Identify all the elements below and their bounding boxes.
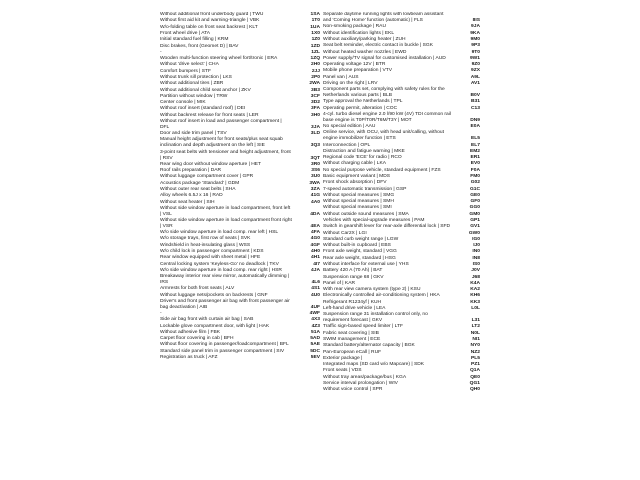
equipment-description: Acoustics package 'Standard' | GDM: [160, 180, 240, 186]
equipment-code: 3ZA: [310, 186, 320, 192]
equipment-description: Standard battery/alternator capacity | BGK: [323, 343, 415, 349]
equipment-code: DN9: [470, 117, 480, 123]
equipment-row: [160, 137, 321, 149]
equipment-code: QG1: [469, 380, 480, 386]
equipment-code: 1T0: [311, 18, 320, 24]
equipment-code: GM0: [469, 211, 480, 217]
equipment-description: Service interval prolongation | WIV: [323, 380, 398, 386]
equipment-code: 4H0: [311, 249, 320, 254]
equipment-description: Left-hand drive vehicle | LEA: [323, 305, 386, 311]
equipment-description: Disc brakes, front (Geomet D) | BAV: [160, 43, 239, 49]
equipment-description: Central locking system 'Keyless-Go' no deadlock | TKV: [160, 261, 279, 267]
equipment-code: J68: [471, 274, 480, 280]
equipment-description: Front wheel drive | ATA: [160, 31, 211, 37]
equipment-description: Separate daytime running lights with lowbeam assistant and 'Coming Home' function (automatic) | FLS: [323, 12, 444, 24]
equipment-code: NI1: [472, 336, 480, 342]
equipment-code: GE0: [470, 192, 480, 198]
equipment-code: 4JA: [311, 267, 320, 273]
equipment-code: IS0: [472, 261, 480, 267]
equipment-description: Without interface for external use | YHS: [323, 261, 409, 267]
equipment-code: 3QT: [310, 155, 320, 161]
equipment-description: Non-smoking package | RAU: [323, 24, 386, 30]
equipment-description: Refrigerant R1234yf | KUH: [323, 299, 382, 305]
equipment-code: 4H1: [311, 255, 320, 261]
equipment-description: 3-point seat belts with tensioner and height adjustment, front | RSV: [160, 149, 291, 161]
equipment-row: [160, 119, 321, 131]
equipment-description: Without outside sound measures | SMA: [323, 211, 409, 217]
equipment-code: 9T0: [471, 49, 480, 55]
equipment-code: 3Q3: [310, 143, 320, 149]
equipment-code: 3S6: [311, 168, 320, 174]
equipment-code: KH6: [470, 293, 480, 299]
equipment-row: [160, 274, 321, 286]
equipment-description: Without side window aperture in load compartment, front left | VSL: [160, 205, 291, 217]
equipment-description: Type approval the Netherlands | TPL: [323, 99, 403, 105]
equipment-code: 1ZQ: [310, 56, 320, 62]
equipment-code: 4S1: [311, 286, 320, 292]
equipment-description: Roof rails preparation | DAR: [160, 168, 222, 174]
equipment-code: KK3: [470, 299, 480, 305]
equipment-row: [321, 87, 482, 99]
equipment-description: Without roof insert (standard roof) | DEI: [160, 106, 246, 112]
equipment-description: Windshield in heat-insulating glass | WSS: [160, 242, 251, 248]
equipment-description: Registration as truck | AFZ: [160, 355, 218, 361]
equipment-description: Driving on the right | LRV: [323, 80, 378, 86]
equipment-description: Initial standard fuel filling | KRM: [160, 37, 229, 43]
equipment-code: 4UF: [310, 304, 320, 310]
equipment-code: 2H0: [311, 62, 320, 68]
equipment-code: EL5: [471, 136, 480, 142]
equipment-code: J0V: [471, 268, 480, 274]
equipment-description: Component parts set, complying with safety rules for the Netherlands various parts | BLB: [323, 87, 445, 99]
equipment-code: 1SA: [310, 12, 320, 18]
equipment-description: Distraction and fatigue warning | MKE: [323, 148, 405, 154]
equipment-description: Without seat heater | SIH: [160, 199, 215, 205]
equipment-code: 4I7: [313, 261, 320, 267]
equipment-code: B31: [471, 99, 480, 105]
equipment-description: W/o side window aperture in load comp. rear left | HSL: [160, 230, 279, 236]
equipment-code: ER1: [470, 155, 480, 161]
equipment-code: 8IS: [472, 18, 480, 24]
equipment-code: PL5: [471, 355, 480, 361]
equipment-code: A9L: [470, 74, 480, 80]
equipment-description: Without roof insert in load and passenger compartment | DFL: [160, 118, 282, 130]
equipment-code: 1UA: [310, 24, 320, 30]
equipment-description: Without auxiliary/parking heater | ZUH: [323, 36, 406, 42]
equipment-code: 4DA: [310, 211, 320, 217]
equipment-code: IN8: [472, 255, 480, 261]
equipment-description: -: [160, 49, 162, 55]
equipment-description: -: [160, 311, 162, 317]
equipment-description: Front axle weight, standard | VGG: [323, 249, 397, 255]
equipment-description: Switch in gearshift lever for rear-axle differential lock | SFD: [323, 224, 451, 230]
equipment-row: [321, 130, 482, 142]
equipment-code: 2WA: [309, 81, 320, 87]
equipment-description: Panel van | AUS: [323, 74, 359, 80]
equipment-description: Suspension range 68 | GKV: [323, 274, 384, 280]
equipment-code: 4EA: [310, 223, 320, 229]
equipment-description: Without Car2X | LGI: [323, 230, 367, 236]
equipment-description: Operating voltage 12V | BTR: [323, 62, 386, 68]
equipment-code: 4L6: [311, 280, 320, 286]
equipment-description: Without voice control | SPR: [323, 387, 383, 393]
equipment-description: Alloy wheels 6.5J x 16 | RAD: [160, 193, 223, 199]
equipment-description: Without heated washer nozzles | EWD: [323, 49, 407, 55]
equipment-description: Standard side panel trim in passenger compartment | SIV: [160, 348, 285, 354]
equipment-row: [160, 206, 321, 218]
equipment-code: 1Z0: [311, 37, 320, 43]
equipment-description: Driver's and front passenger air bag with front passenger air bag deactivation | AIB: [160, 298, 290, 310]
equipment-description: Without side window aperture in load compartment front right | VSR: [160, 217, 292, 229]
equipment-description: Exterior package |: [323, 355, 363, 361]
equipment-code: 1ZD: [310, 43, 320, 49]
equipment-description: Manual height adjustment for front seats/plus seat squab inclination and depth adjustment on the left | SIE: [160, 137, 283, 149]
equipment-description: Power supply/TV signal for customised installation | AUD: [323, 55, 446, 61]
equipment-code: LT2: [471, 324, 480, 330]
equipment-description: Interconnection | OPL: [323, 142, 371, 148]
equipment-code: QH0: [469, 387, 480, 393]
equipment-description: W/o child lock in passenger compartment | KDS: [160, 249, 264, 254]
equipment-description: Rear axle weight, standard | HSG: [323, 255, 396, 261]
equipment-code: QE0: [470, 374, 480, 380]
equipment-code: GV1: [470, 224, 480, 230]
equipment-code: AV1: [470, 80, 480, 86]
equipment-code: E0A: [470, 124, 480, 130]
equipment-code: 4X3: [311, 317, 320, 323]
equipment-description: Front seats | VDS: [323, 368, 362, 374]
equipment-code: GW0: [468, 230, 480, 236]
equipment-description: Regional code 'ECE' for radio | RCO: [323, 155, 402, 161]
equipment-row: [160, 149, 321, 161]
equipment-description: Without trunk sill protection | LKS: [160, 75, 232, 80]
equipment-description: Without first aid kit and warning-triangle | VBK: [160, 18, 260, 24]
equipment-description: With rear view camera system (type 2) | KSU: [323, 287, 421, 293]
equipment-row: [160, 218, 321, 230]
equipment-description: Without additional front underbody guard | TWU: [160, 12, 264, 18]
equipment-code: 2P0: [311, 75, 320, 80]
equipment-row: [321, 112, 482, 124]
equipment-code: GG0: [469, 205, 480, 211]
equipment-code: L0L: [471, 305, 480, 311]
equipment-description: Lockable glove compartment door, with light | HAK: [160, 323, 270, 329]
equipment-code: 9KA: [470, 30, 480, 36]
equipment-code: 1ZL: [311, 49, 320, 55]
equipment-code: 5EV: [310, 355, 320, 361]
equipment-code: L31: [471, 318, 480, 324]
equipment-row: [160, 355, 321, 361]
equipment-code: IN0: [472, 249, 480, 255]
equipment-description: Without built-in cupboard | EBS: [323, 243, 391, 249]
equipment-code: 3CF: [310, 93, 320, 99]
equipment-code: 3R0: [311, 161, 320, 167]
equipment-code: EV0: [470, 161, 480, 167]
equipment-description: Rear window equipped with sheet metal | HFE: [160, 255, 261, 261]
equipment-code: 4GF: [310, 242, 320, 248]
equipment-code: GP1: [470, 217, 480, 223]
equipment-code: 9JA: [471, 24, 480, 30]
equipment-code: GF0: [470, 199, 480, 205]
equipment-row: [160, 299, 321, 311]
equipment-code: 9W1: [469, 55, 480, 61]
equipment-code: 2JJ: [311, 68, 320, 74]
equipment-code: B0V: [470, 93, 480, 99]
equipment-description: Mobile phone preparation | VTV: [323, 68, 392, 74]
equipment-description: Front shock absorption | DFV: [323, 180, 387, 186]
equipment-code: K4A: [470, 280, 480, 286]
equipment-description: Vehicles with special-upgrade measures | PAM: [323, 217, 425, 223]
equipment-code: IG0: [472, 236, 480, 242]
equipment-description: Pan-European eCall | RUF: [323, 349, 382, 355]
equipment-description: Fabric seat covering | SIB: [323, 330, 379, 336]
equipment-code: 3FA: [311, 106, 320, 112]
equipment-description: Without charging cable | LKA: [323, 161, 386, 167]
equipment-description: Comfort bumpers | STF: [160, 68, 212, 74]
equipment-code: 1X0: [311, 31, 320, 37]
equipment-description: Without adhesive film | FBK: [160, 329, 220, 335]
equipment-description: Center console | MIK: [160, 100, 206, 106]
equipment-code: 3U0: [311, 174, 320, 180]
equipment-description: Standard curb weight range | LGW: [323, 236, 399, 242]
equipment-description: Without luggage compartment cover | GPR: [160, 174, 254, 180]
equipment-description: W/o side window aperture in load comp. rear right | HSR: [160, 267, 282, 273]
equipment-description: Operating permit, alteration | COC: [323, 105, 398, 111]
equipment-description: Without special measures | SMH: [323, 199, 394, 205]
equipment-code: 41G: [310, 193, 320, 199]
equipment-code: KA2: [470, 287, 480, 293]
equipment-description: Integrated maps (SD card w/o Mapcare) | SDK: [323, 362, 425, 368]
equipment-code: FM0: [470, 174, 480, 179]
equipment-code: 3B3: [311, 87, 320, 93]
equipment-description: Without additional tires | ZBR: [160, 81, 224, 87]
equipment-description: Online service, with OCU, with head unit/calling, without engine immobilizer function | ETS: [323, 130, 444, 142]
equipment-code: EL7: [471, 142, 480, 148]
equipment-code: 5AE: [310, 342, 320, 348]
equipment-description: Wooden multi-function steering wheel fort/tronic | ERA: [160, 56, 278, 62]
equipment-description: Armrests for both front seats | ALV: [160, 286, 235, 292]
equipment-code: 4A0: [311, 199, 320, 205]
equipment-code: 3D2: [311, 100, 320, 106]
equipment-description: Without 'drive select' | CHA: [160, 62, 219, 68]
equipment-description: Suspension range 31 installation control only, no requirement forecast | GKV: [323, 312, 428, 324]
equipment-description: Traffic sign-based speed limiter | LTF: [323, 324, 404, 330]
equipment-description: Carpet floor covering in cab | BFH: [160, 336, 234, 342]
equipment-code: 9M0: [470, 36, 480, 42]
equipment-code: 9Z0: [471, 62, 480, 68]
equipment-description: Basic equipment variant | MDS: [323, 174, 391, 179]
equipment-description: Door and side trim panel | TSV: [160, 131, 227, 137]
equipment-row: [321, 312, 482, 324]
left-column: [160, 12, 321, 478]
equipment-code: NY0: [470, 343, 480, 349]
equipment-code: 3JA: [311, 124, 320, 130]
equipment-description: 4-cyl. turbo diesel engine 2.0 l/90 kW (4V) TDI common rail base engine is T0P/T0R/T6M/T3Y | MOT: [323, 111, 451, 123]
equipment-description: Seat belt reminder, electric contact in buckle | SGK: [323, 43, 434, 49]
equipment-description: Side air bag front with curtain air bag | SAB: [160, 317, 254, 323]
equipment-code: 3LD: [310, 131, 320, 137]
equipment-code: 9ZX: [471, 68, 480, 74]
right-column: [321, 12, 482, 478]
equipment-row: [321, 12, 482, 24]
equipment-code: Q1A: [469, 368, 480, 374]
equipment-code: 4U0: [311, 292, 320, 298]
equipment-description: Without special measures | SMI: [323, 205, 392, 211]
equipment-description: Rear wing door without window aperture | HET: [160, 161, 262, 167]
equipment-code: 9P3: [471, 43, 480, 49]
equipment-description: Without outer rear seat belts | SHA: [160, 186, 236, 192]
equipment-code: 4Z3: [311, 323, 320, 329]
equipment-code: N0L: [470, 330, 480, 336]
equipment-code: C13: [471, 105, 480, 111]
equipment-code: 4FA: [311, 230, 320, 236]
equipment-row: [321, 387, 482, 393]
equipment-code: 3H0: [311, 112, 320, 118]
equipment-code: G02: [470, 180, 480, 186]
equipment-description: Partition without window | TRW: [160, 93, 228, 99]
equipment-description: Battery 420 A (70 Ah) | BAT: [323, 268, 383, 274]
equipment-description: Without identification lights | EKL: [323, 30, 395, 36]
equipment-description: 7-speed automatic transmission | GSP: [323, 186, 407, 192]
equipment-code: G1C: [469, 186, 480, 192]
equipment-code: PZ1: [471, 362, 480, 368]
equipment-code: 3WA: [309, 180, 320, 186]
equipment-description: W/o storage trays, first row of seats | SVK: [160, 236, 251, 242]
equipment-description: Electronically controlled air-conditioning system | HKA: [323, 293, 440, 299]
equipment-code: 4WF: [309, 311, 320, 317]
equipment-description: Without tray areas/package/bus | KGA: [323, 374, 407, 380]
equipment-code: 51A: [311, 329, 320, 335]
equipment-description: Without floor covering in passenger/loadcompartment | BFL: [160, 342, 289, 348]
equipment-description: SWIM management | ECE: [323, 336, 381, 342]
equipment-code: 5DC: [310, 348, 320, 354]
equipment-list-sheet: [160, 12, 482, 478]
equipment-code: IJ0: [473, 243, 480, 249]
equipment-description: No special purpose vehicle, standard equipment | FZS: [323, 167, 441, 173]
equipment-description: Without backrest release for front seats | LER: [160, 112, 259, 118]
equipment-code: 4G0: [310, 236, 320, 242]
equipment-code: EM2: [469, 148, 480, 154]
equipment-description: Without special measures | SMG: [323, 192, 395, 198]
equipment-description: No special edition | AAU: [323, 124, 376, 130]
equipment-code: 5AD: [310, 336, 320, 342]
equipment-code: F0A: [470, 167, 480, 173]
equipment-code: NZ2: [470, 349, 480, 355]
equipment-description: Without additional child seat anchor | ZKV: [160, 87, 251, 93]
equipment-description: Without luggage nets/pockets on backrests | GNF: [160, 292, 268, 298]
equipment-description: Panel of | KAR: [323, 280, 355, 286]
equipment-description: Breakaway interior rear view mirror, automatically dimming | IRS: [160, 274, 290, 286]
equipment-description: W/o-folding table on front seat backrest | KLT: [160, 24, 258, 30]
